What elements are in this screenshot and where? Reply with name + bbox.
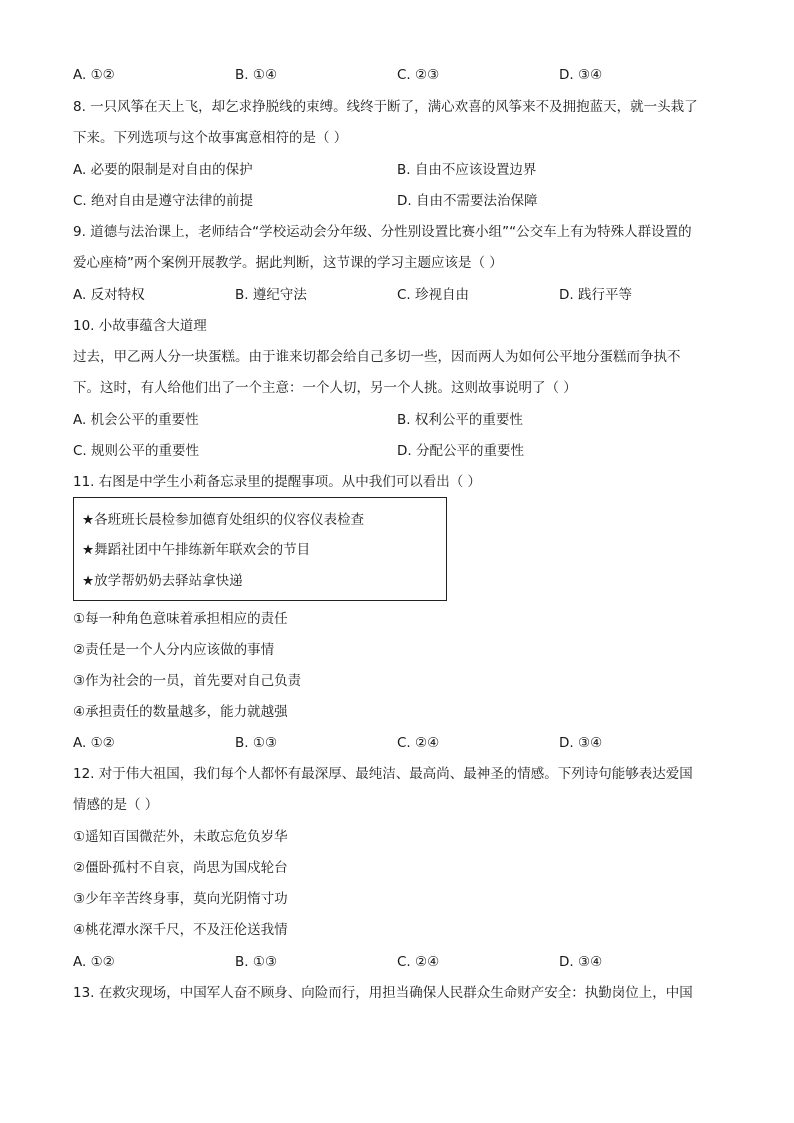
memo-item: ★舞蹈社团中午排练新年联欢会的节目 [82,542,311,558]
q9-options [73,286,733,304]
q12-stem-line1: 12. 对于伟大祖国，我们每个人都怀有最深厚、最纯洁、最高尚、最神圣的情感。下列诗句能够表达爱国 [73,766,693,782]
q11-statement-2: ②责任是一个人分内应该做的事情 [73,642,275,658]
q12-option-d[interactable]: D. ③④ [559,954,603,970]
q8-option-d[interactable]: D. 自由不需要法治保障 [397,193,538,209]
q10-option-b[interactable]: B. 权利公平的重要性 [397,412,523,428]
q8-options-row1 [73,161,733,179]
q12-statement-2: ②僵卧孤村不自哀，尚思为国戍轮台 [73,860,288,876]
q8-option-c[interactable]: C. 绝对自由是遵守法律的前提 [73,193,254,209]
q11-options [73,734,733,752]
q8-stem-line2: 下来。下列选项与这个故事寓意相符的是（ ） [73,130,348,146]
q12-option-b[interactable]: B. ①③ [235,954,278,970]
q12-statement-4: ④桃花潭水深千尺，不及汪伦送我情 [73,922,288,938]
q12-statement-3: ③少年辛苦终身事，莫向光阴惰寸功 [73,891,288,907]
q11-statement-4: ④承担责任的数量越多，能力就越强 [73,704,288,720]
q11-stem: 11. 右图是中学生小莉备忘录里的提醒事项。从中我们可以看出（ ） [73,474,482,490]
q9-stem-line2: 爱心座椅”两个案例开展教学。据此判断，这节课的学习主题应该是（ ） [73,255,503,271]
q7-option-a[interactable]: A. ①② [73,67,115,83]
q10-stem-line3: 下。这时，有人给他们出了一个主意：一个人切，另一个人挑。这则故事说明了（ ） [73,380,577,396]
q7-option-c[interactable]: C. ②③ [397,67,440,83]
q8-option-a[interactable]: A. 必要的限制是对自由的保护 [73,162,253,178]
q9-option-d[interactable]: D. 践行平等 [559,287,632,303]
q10-stem-line2: 过去，甲乙两人分一块蛋糕。由于谁来切都会给自己多切一些，因而两人为如何公平地分蛋糕而争执不 [73,349,681,365]
q8-options-row2 [73,192,733,210]
q12-stem-line2: 情感的是（ ） [73,797,159,813]
q11-option-b[interactable]: B. ①③ [235,735,278,751]
memo-item: ★各班班长晨检参加德育处组织的仪容仪表检查 [82,512,365,528]
q8-option-b[interactable]: B. 自由不应该设置边界 [397,162,537,178]
q7-option-b[interactable]: B. ①④ [235,67,278,83]
q9-stem-line1: 9. 道德与法治课上，老师结合“学校运动会分年级、分性别设置比赛小组”“公交车上有为特殊人群设置的 [73,224,692,240]
q12-option-a[interactable]: A. ①② [73,954,115,970]
memo-item: ★放学帮奶奶去驿站拿快递 [82,573,243,589]
q11-statement-3: ③作为社会的一员，首先要对自己负责 [73,673,302,689]
q11-option-a[interactable]: A. ①② [73,735,115,751]
q12-statement-1: ①遥知百国微茫外，未敢忘危负岁华 [73,829,288,845]
q10-option-d[interactable]: D. 分配公平的重要性 [397,443,524,459]
q11-option-c[interactable]: C. ②④ [397,735,440,751]
q12-options [73,953,733,971]
memo-box [73,497,447,601]
q9-option-b[interactable]: B. 遵纪守法 [235,287,307,303]
q10-options-row2 [73,442,733,460]
q10-option-c[interactable]: C. 规则公平的重要性 [73,443,200,459]
q13-stem-line1: 13. 在救灾现场，中国军人奋不顾身、向险而行，用担当确保人民群众生命财产安全：执勤岗位上，中国 [73,985,693,1001]
q7-option-d[interactable]: D. ③④ [559,67,603,83]
q11-option-d[interactable]: D. ③④ [559,735,603,751]
q12-option-c[interactable]: C. ②④ [397,954,440,970]
q10-options-row1 [73,411,733,429]
q7-options [73,66,733,84]
q11-statement-1: ①每一种角色意味着承担相应的责任 [73,611,288,627]
q10-option-a[interactable]: A. 机会公平的重要性 [73,412,199,428]
q9-option-c[interactable]: C. 珍视自由 [397,287,470,303]
q10-stem-line1: 10. 小故事蕴含大道理 [73,318,207,334]
q8-stem-line1: 8. 一只风筝在天上飞，却乞求挣脱线的束缚。线终于断了，满心欢喜的风筝来不及拥抱蓝天，就一头栽了 [73,99,698,115]
q9-option-a[interactable]: A. 反对特权 [73,287,145,303]
